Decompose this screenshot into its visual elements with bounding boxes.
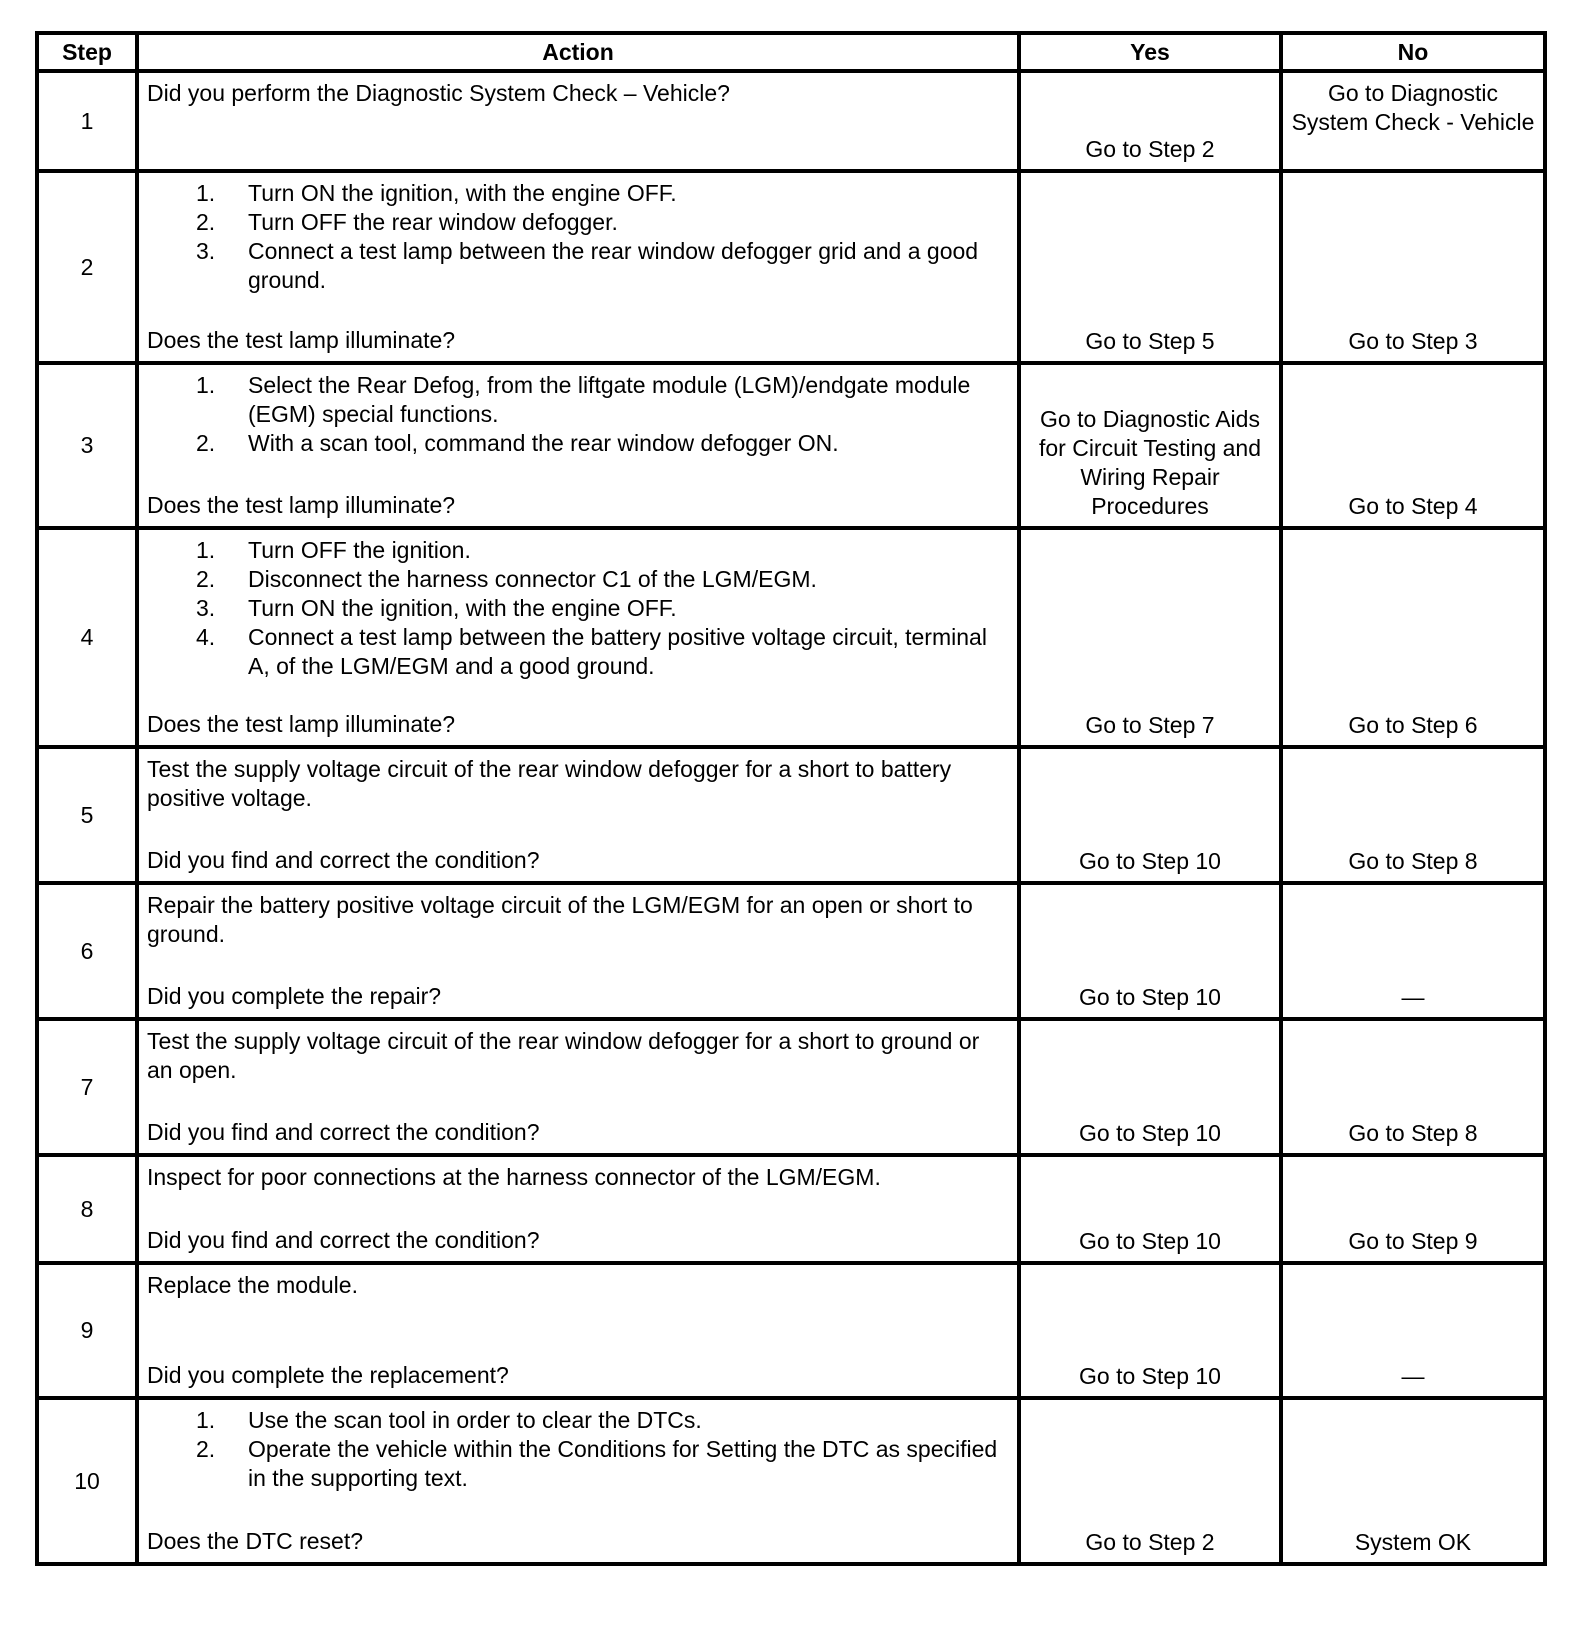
action-instructions xyxy=(147,179,1009,295)
no-result: Go to Step 4 xyxy=(1281,363,1545,528)
table-row xyxy=(37,1155,1545,1263)
header-yes: Yes xyxy=(1019,33,1281,71)
header-no: No xyxy=(1281,33,1545,71)
step-number: 10 xyxy=(37,1398,137,1564)
no-result: Go to Step 8 xyxy=(1281,747,1545,883)
step-number: 4 xyxy=(37,528,137,747)
action-question: Does the test lamp illuminate? xyxy=(147,711,456,737)
step-number: 9 xyxy=(37,1263,137,1398)
action-intro-text: Replace the module. xyxy=(147,1272,358,1298)
action-intro-text: Did you perform the Diagnostic System Check – Vehicle? xyxy=(147,80,730,106)
action-step-number: 2. xyxy=(196,209,216,235)
action-content xyxy=(147,1163,1009,1255)
action-cell xyxy=(137,363,1019,528)
action-step-list xyxy=(147,536,1009,681)
action-step-number: 1. xyxy=(196,1407,216,1433)
action-step-item xyxy=(147,594,1009,623)
action-step-text: Turn OFF the ignition. xyxy=(248,537,471,563)
action-step-text: Operate the vehicle within the Conditions for Setting the DTC as specified in the supporting text. xyxy=(248,1436,998,1491)
yes-result: Go to Step 7 xyxy=(1019,528,1281,747)
action-step-list xyxy=(147,1406,1009,1493)
action-instructions xyxy=(147,536,1009,681)
action-step-item xyxy=(147,237,1009,295)
no-result: — xyxy=(1281,883,1545,1019)
table-row xyxy=(37,171,1545,363)
action-step-item xyxy=(147,371,1009,429)
table-row xyxy=(37,883,1545,1019)
action-question: Did you find and correct the condition? xyxy=(147,1119,540,1145)
yes-result: Go to Step 10 xyxy=(1019,1155,1281,1263)
step-number: 3 xyxy=(37,363,137,528)
action-cell xyxy=(137,747,1019,883)
yes-result: Go to Step 2 xyxy=(1019,1398,1281,1564)
diagnostic-table xyxy=(35,31,1547,1566)
step-number: 2 xyxy=(37,171,137,363)
no-result: Go to Step 8 xyxy=(1281,1019,1545,1155)
action-intro-text: Repair the battery positive voltage circuit of the LGM/EGM for an open or short to ground. xyxy=(147,892,973,947)
action-cell xyxy=(137,171,1019,363)
action-instructions xyxy=(147,1027,1009,1085)
action-step-item xyxy=(147,429,1009,458)
action-instructions xyxy=(147,1406,1009,1493)
action-question: Did you complete the repair? xyxy=(147,983,442,1009)
action-cell xyxy=(137,1398,1019,1564)
action-content xyxy=(147,1027,1009,1147)
step-number: 5 xyxy=(37,747,137,883)
action-intro-text: Inspect for poor connections at the harness connector of the LGM/EGM. xyxy=(147,1164,881,1190)
no-result: Go to Step 6 xyxy=(1281,528,1545,747)
action-step-item xyxy=(147,623,1009,681)
action-content xyxy=(147,79,1009,163)
action-content xyxy=(147,371,1009,520)
action-instructions xyxy=(147,891,1009,949)
action-step-text: Turn OFF the rear window defogger. xyxy=(248,209,618,235)
action-instructions xyxy=(147,1271,1009,1300)
action-cell xyxy=(137,1263,1019,1398)
action-cell xyxy=(137,1019,1019,1155)
action-instructions xyxy=(147,1163,1009,1192)
action-cell xyxy=(137,528,1019,747)
no-result: System OK xyxy=(1281,1398,1545,1564)
action-step-text: With a scan tool, command the rear window defogger ON. xyxy=(248,430,839,456)
table-row xyxy=(37,1019,1545,1155)
yes-result: Go to Step 10 xyxy=(1019,747,1281,883)
yes-result: Go to Step 10 xyxy=(1019,883,1281,1019)
action-step-number: 4. xyxy=(196,624,216,650)
table-row xyxy=(37,1398,1545,1564)
no-result: Go to Step 9 xyxy=(1281,1155,1545,1263)
action-content xyxy=(147,179,1009,355)
table-row xyxy=(37,1263,1545,1398)
action-instructions xyxy=(147,79,1009,108)
action-question: Did you complete the replacement? xyxy=(147,1362,509,1388)
action-step-number: 2. xyxy=(196,430,216,456)
action-step-text: Use the scan tool in order to clear the DTCs. xyxy=(248,1407,702,1433)
action-step-item xyxy=(147,565,1009,594)
table-row xyxy=(37,363,1545,528)
step-number: 7 xyxy=(37,1019,137,1155)
action-question: Did you find and correct the condition? xyxy=(147,847,540,873)
step-number: 6 xyxy=(37,883,137,1019)
action-step-number: 2. xyxy=(196,1436,216,1462)
action-step-item xyxy=(147,536,1009,565)
action-step-text: Turn ON the ignition, with the engine OFF. xyxy=(248,595,677,621)
step-number: 1 xyxy=(37,71,137,171)
action-content xyxy=(147,536,1009,739)
action-step-text: Disconnect the harness connector C1 of the LGM/EGM. xyxy=(248,566,817,592)
action-step-number: 3. xyxy=(196,595,216,621)
action-question: Does the DTC reset? xyxy=(147,1528,364,1554)
action-step-list xyxy=(147,179,1009,295)
yes-result: Go to Diagnostic Aids for Circuit Testing and Wiring Repair Procedures xyxy=(1019,363,1281,528)
action-step-item xyxy=(147,179,1009,208)
yes-result: Go to Step 5 xyxy=(1019,171,1281,363)
action-intro-text: Test the supply voltage circuit of the rear window defogger for a short to ground or an open. xyxy=(147,1028,980,1083)
action-step-item xyxy=(147,1435,1009,1493)
step-number: 8 xyxy=(37,1155,137,1263)
header-action: Action xyxy=(137,33,1019,71)
action-question: Did you find and correct the condition? xyxy=(147,1227,540,1253)
action-step-number: 1. xyxy=(196,372,216,398)
action-cell xyxy=(137,1155,1019,1263)
table-row xyxy=(37,71,1545,171)
table-row xyxy=(37,528,1545,747)
header-row xyxy=(37,33,1545,71)
action-step-text: Select the Rear Defog, from the liftgate module (LGM)/endgate module (EGM) special functions. xyxy=(248,372,971,427)
table-row xyxy=(37,747,1545,883)
action-cell xyxy=(137,883,1019,1019)
no-result: — xyxy=(1281,1263,1545,1398)
action-cell xyxy=(137,71,1019,171)
action-question: Does the test lamp illuminate? xyxy=(147,492,456,518)
action-step-item xyxy=(147,208,1009,237)
action-intro-text: Test the supply voltage circuit of the rear window defogger for a short to battery positive voltage. xyxy=(147,756,952,811)
action-step-item xyxy=(147,1406,1009,1435)
no-result: Go to Step 3 xyxy=(1281,171,1545,363)
no-result: Go to Diagnostic System Check - Vehicle xyxy=(1281,71,1545,171)
header-step: Step xyxy=(37,33,137,71)
action-step-list xyxy=(147,371,1009,458)
action-question: Does the test lamp illuminate? xyxy=(147,327,456,353)
action-step-number: 3. xyxy=(196,238,216,264)
action-step-text: Turn ON the ignition, with the engine OFF. xyxy=(248,180,677,206)
yes-result: Go to Step 10 xyxy=(1019,1019,1281,1155)
action-step-text: Connect a test lamp between the battery positive voltage circuit, terminal A, of the LGM/EGM and a good ground. xyxy=(248,624,987,679)
action-step-text: Connect a test lamp between the rear window defogger grid and a good ground. xyxy=(248,238,979,293)
action-step-number: 1. xyxy=(196,180,216,206)
action-content xyxy=(147,1406,1009,1556)
yes-result: Go to Step 10 xyxy=(1019,1263,1281,1398)
action-content xyxy=(147,891,1009,1011)
action-content xyxy=(147,1271,1009,1390)
action-step-number: 2. xyxy=(196,566,216,592)
yes-result: Go to Step 2 xyxy=(1019,71,1281,171)
action-instructions xyxy=(147,755,1009,813)
action-instructions xyxy=(147,371,1009,458)
action-content xyxy=(147,755,1009,875)
action-step-number: 1. xyxy=(196,537,216,563)
